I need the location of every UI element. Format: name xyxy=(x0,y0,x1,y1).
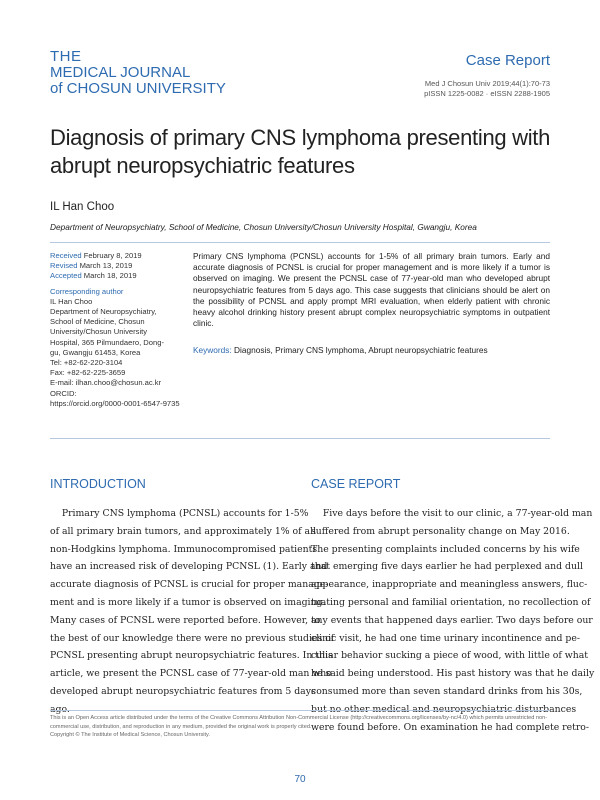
journal-logo-line-3: of CHOSUN UNIVERSITY xyxy=(50,80,226,97)
text-line: Many cases of PCNSL were reported before. However, to xyxy=(50,614,321,626)
article-type: Case Report xyxy=(465,52,550,69)
text-line: clinic visit, he had one time urinary incontinence and pe- xyxy=(311,632,581,644)
introduction-text xyxy=(50,505,335,719)
abstract-divider xyxy=(50,438,550,439)
license-line-1: This is an Open Access article distributed under the terms of the Creative Commons Attribution Non-Commercial License (http://creativecommons.org/licenses/by-nc/4.0) which permits unrestricted non- xyxy=(50,715,548,721)
author-affiliation: Department of Neuropsychiatry, School of Medicine, Chosun University/Chosun University Hospital, Gwangju, Korea xyxy=(50,222,477,232)
citation-line-2: pISSN 1225-0082 · eISSN 2288-1905 xyxy=(424,89,550,98)
received-date: Received February 8, 2019 xyxy=(50,251,142,260)
corresponding-line: Hospital, 365 Pilmundaero, Dong- xyxy=(50,337,164,347)
citation xyxy=(424,79,550,99)
article-info-sidebar xyxy=(50,251,185,409)
text-line: he said being understood. His past history was that he daily xyxy=(311,668,595,680)
corresponding-line: IL Han Choo xyxy=(50,296,93,306)
text-line: were found before. On examination he had complete retro- xyxy=(311,721,590,733)
text-line: of all primary brain tumors, and approximately 1% of all xyxy=(50,525,317,537)
text-line: developed abrupt neuropsychiatric features from 5 days xyxy=(50,685,316,697)
journal-logo-line-2: MEDICAL JOURNAL xyxy=(50,64,191,81)
corresponding-author-details xyxy=(50,297,185,409)
accepted-date: Accepted March 18, 2019 xyxy=(50,271,137,281)
author-name: IL Han Choo xyxy=(50,201,115,213)
text-line: culiar behavior sucking a piece of wood, with little of what xyxy=(311,650,589,662)
introduction-heading: INTRODUCTION xyxy=(50,477,146,491)
corresponding-line: gu, Gwangju 61453, Korea xyxy=(50,347,141,357)
keywords-label: Keywords: xyxy=(193,345,232,355)
keywords-text: Diagnosis, Primary CNS lymphoma, Abrupt neuropsychiatric features xyxy=(234,345,488,355)
corresponding-line: Fax: +82-62-225-3659 xyxy=(50,368,126,378)
orcid-link[interactable]: https://orcid.org/0000-0001-6547-9735 xyxy=(50,398,180,408)
header-divider xyxy=(50,242,550,243)
text-line: ago. xyxy=(50,703,70,715)
corresponding-line: School of Medicine, Chosun xyxy=(50,317,145,327)
text-line: ment and is more likely if a tumor is observed on imaging. xyxy=(50,596,326,608)
page-number: 70 xyxy=(294,774,306,785)
corresponding-author-heading: Corresponding author xyxy=(50,286,124,296)
footer-divider xyxy=(50,710,550,711)
text-line: Primary CNS lymphoma (PCNSL) accounts for 1-5% xyxy=(50,508,309,519)
text-line: PCNSL presenting abrupt neuropsychiatric features. In this xyxy=(50,650,333,662)
text-line: non-Hodgkins lymphoma. Immunocompromised patients xyxy=(50,543,318,555)
case-report-heading: CASE REPORT xyxy=(311,477,401,491)
text-line: appearance, inappropriate and meaningless answers, fluc- xyxy=(311,579,588,591)
text-line: have an increased risk of developing PCNSL (1). Early and xyxy=(50,561,328,573)
article-title: Diagnosis of primary CNS lymphoma presenting with abrupt neuropsychiatric features xyxy=(50,125,551,178)
corresponding-line: Department of Neuropsychiatry, xyxy=(50,307,157,317)
citation-line-1: Med J Chosun Univ 2019;44(1):70-73 xyxy=(424,79,550,88)
abstract: Primary CNS lymphoma (PCNSL) accounts for 1-5% of all primary brain tumors. Early and accurate diagnosis of PCNSL is crucial for proper management and is more likely if a tumor is observed on imaging. We present the PCNSL case of 77-year-old man who developed abrupt neuropsychiatric features from 5 days ago. This case suggests that clinicians should be alert on the possibility of PCNSL and apply prompt MRI evaluation, when elderly patient with chronic heavy alcohol drinking history present abrupt complex neuropsychiatric symptoms in outpatient clinic. xyxy=(193,251,550,329)
revised-date: Revised March 13, 2019 xyxy=(50,261,133,271)
license-footer xyxy=(50,714,590,740)
text-line: that emerging five days earlier he had perplexed and dull xyxy=(311,561,583,573)
corresponding-line: ORCID: xyxy=(50,388,77,398)
corresponding-line: University/Chosun University xyxy=(50,327,148,337)
text-line: but no other medical and neuropsychiatric disturbances xyxy=(311,703,577,715)
text-line: consumed more than seven standard drinks from his 30s, xyxy=(311,685,583,697)
text-line: The presenting complaints included concerns by his wife xyxy=(311,543,580,555)
journal-logo-line-1: THE xyxy=(50,48,82,65)
case-report-text xyxy=(311,505,595,736)
text-line: tuating personal and familial orientation, no recollection of xyxy=(311,596,591,608)
journal-logo xyxy=(50,49,226,97)
copyright-line: Copyright © The Institute of Medical Science, Chosun University. xyxy=(50,732,210,738)
text-line: suffered from abrupt personality change on May 2016. xyxy=(311,525,570,537)
corresponding-line: Tel: +82-62-220-3104 xyxy=(50,358,123,368)
text-line: accurate diagnosis of PCNSL is crucial for proper manage- xyxy=(50,579,329,591)
keywords xyxy=(193,345,550,355)
license-line-2: commercial use, distribution, and reproduction in any medium, provided the original work is properly cited. xyxy=(50,723,312,730)
text-line: Five days before the visit to our clinic, a 77-year-old man xyxy=(311,508,593,519)
text-line: any events that happened days earlier. Two days before our xyxy=(311,614,593,626)
text-line: article, we present the PCNSL case of 77-year-old man who xyxy=(50,668,332,680)
corresponding-email[interactable]: E-mail: ilhan.choo@chosun.ac.kr xyxy=(50,378,162,388)
text-line: the best of our knowledge there were no previous studies of xyxy=(50,632,335,644)
